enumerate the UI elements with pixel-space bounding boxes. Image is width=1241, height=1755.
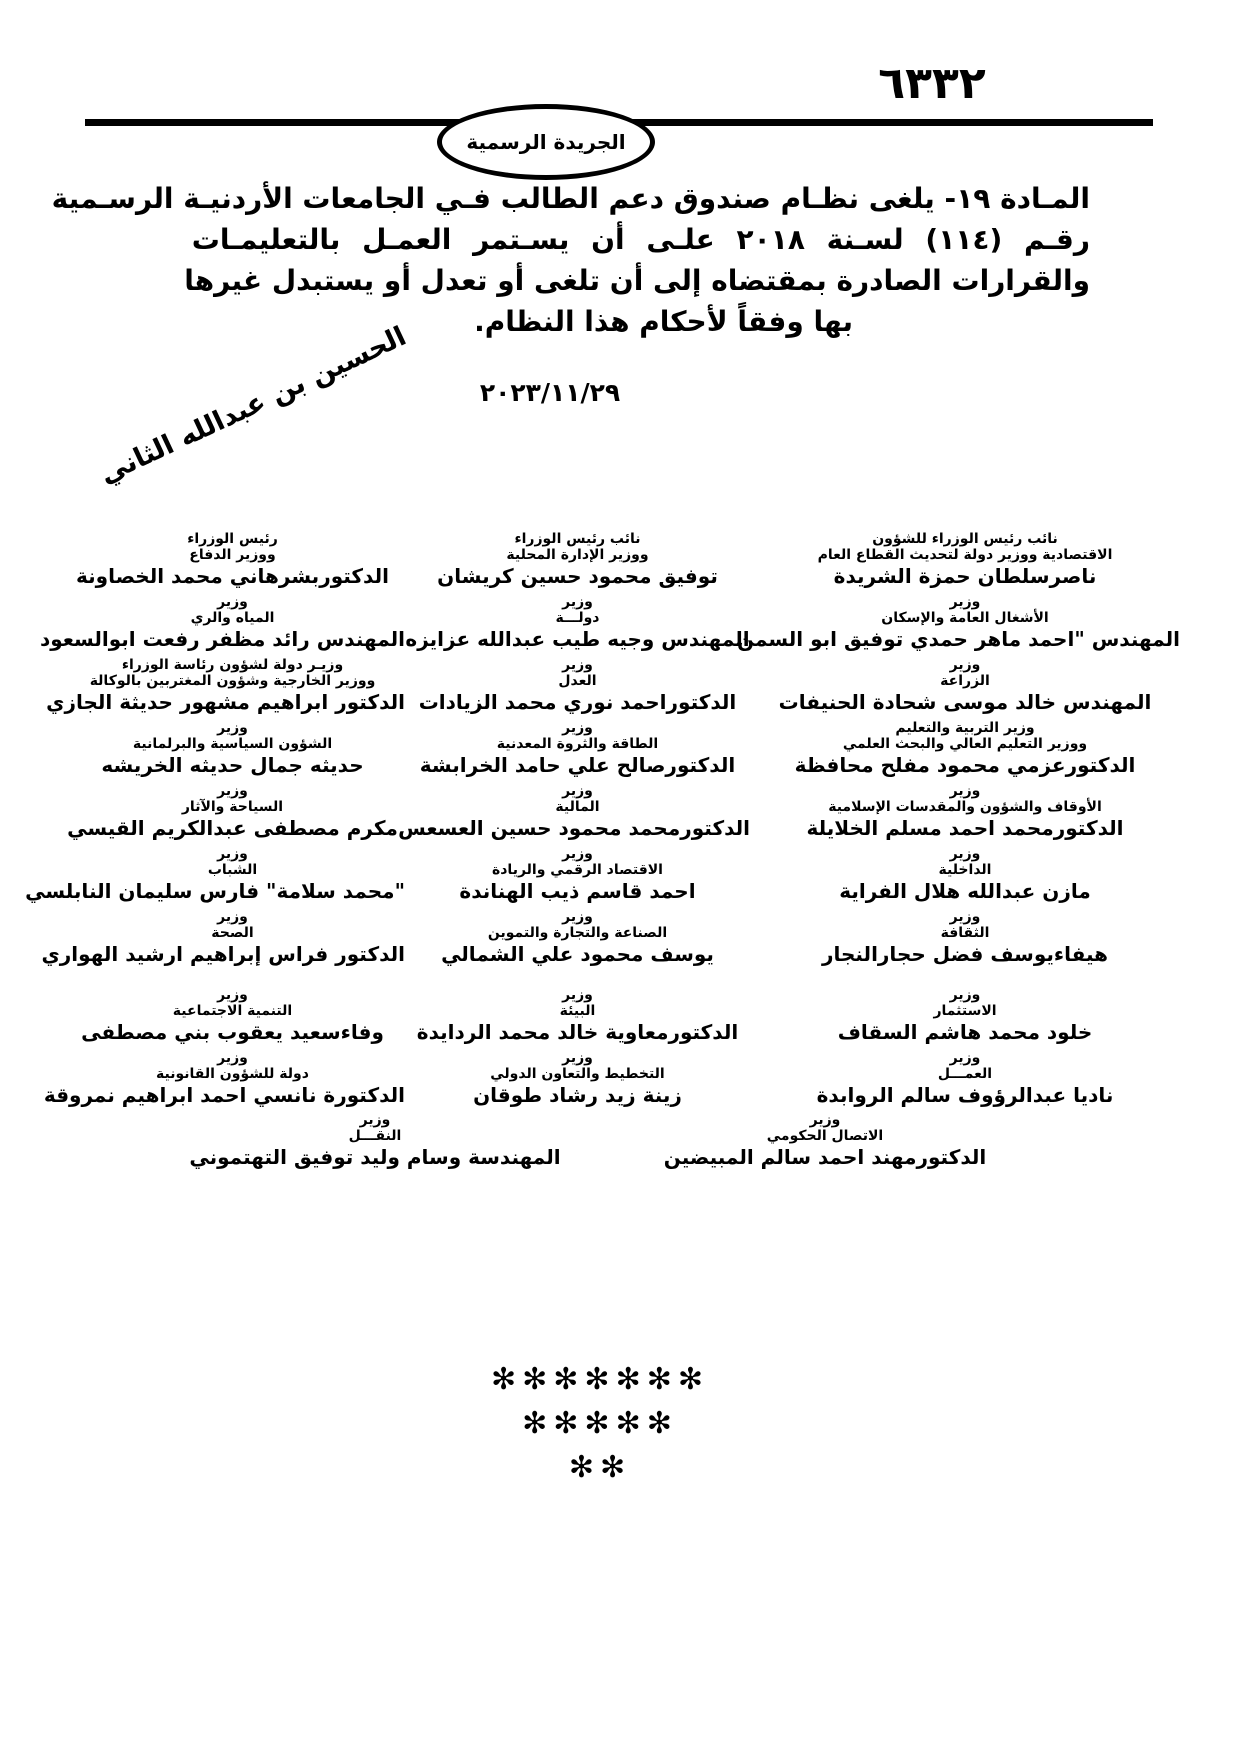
article-line: بها وفقاً لأحكام هذا النظام. [474,305,853,338]
minister-title: الزراعة [940,673,990,689]
minister-title: وزير [562,594,593,610]
minister-title: وزير [949,657,981,673]
minister-title: التنمية الاجتماعية [172,1003,293,1019]
minister-block [60,777,405,840]
minister-block [750,966,1180,1044]
minister-title: التخطيط والتعاون الدولي [490,1066,665,1082]
minister-title: وزير [949,846,981,862]
decree-date: ٢٠٢٣/١١/٢٩ [479,378,621,407]
minister-block [750,777,1180,840]
minister-title: المياه والري [190,610,275,626]
minister-block [60,714,405,777]
minister-title: نائب رئيس الوزراء [514,531,641,547]
minister-title: وزير [949,594,981,610]
minister-title: الشباب [207,862,258,878]
minister-title: وزير [949,1050,981,1066]
minister-title: الشؤون السياسية والبرلمانية [132,736,333,752]
minister-title: البيئة [559,1003,596,1019]
minister-name: "محمد سلامة" فارس سليمان النابلسي [25,879,405,903]
minister-block [737,588,1180,651]
minister-title: وزير [949,987,981,1003]
minister-name: توفيق محمود حسين كريشان [437,564,718,588]
minister-name: حديثه جمال حديثه الخريشه [101,753,364,777]
minister-name: الدكتوربشرهاني محمد الخصاونة [76,564,389,588]
minister-title: وزير [217,846,248,862]
minister-name: الدكتوراحمد نوري محمد الزيادات [418,690,737,714]
minister-block [750,1044,1180,1107]
minister-title: وزير [217,987,248,1003]
minister-title: وزير [217,909,248,925]
minister-title: دولة للشؤون القانونية [156,1066,309,1082]
minister-name: المهندس رائد مظفر رفعت ابوالسعود [39,627,405,651]
separator-line: ✻✻ [568,1450,632,1485]
minister-title: وزير [217,1050,248,1066]
minister-block [43,1044,405,1107]
minister-title: النقـــل [348,1128,402,1144]
ministers-last-row [60,1107,1180,1169]
minister-title: وزير [949,909,981,925]
minister-block [750,520,1180,588]
minister-title: وزير [562,846,593,862]
minister-name: يوسف محمود علي الشمالي [441,942,714,966]
minister-title: العمـــل [937,1066,993,1082]
minister-block [41,903,405,966]
minister-block [165,1112,585,1169]
minister-title: وزير [949,783,981,799]
minister-block [405,714,750,777]
article-line: والقرارات الصادرة بمقتضاه إلى أن تلغى أو تعدل أو يستبدل غيرها [184,264,1090,297]
minister-title: وزير [217,783,248,799]
royal-signature: الحسين بن عبدالله الثاني [95,320,411,491]
minister-block [398,777,750,840]
article-line: المـادة ١٩- يلغى نظـام صندوق دعم الطالب فـي الجامعات الأردنيـة الرسـمية [51,182,1090,215]
minister-name: الدكتورمحمد محمود حسين العسعس [398,816,750,840]
minister-name: الدكتورمحمد احمد مسلم الخلايلة [806,816,1124,840]
minister-title: الاتصال الحكومي [766,1128,884,1144]
minister-title: وزير [217,720,248,736]
minister-name: احمد قاسم ذيب الهناندة [459,879,696,903]
minister-name: مكرم مصطفى عبدالكريم القيسي [67,816,398,840]
minister-title: الأشغال العامة والإسكان [881,610,1049,626]
minister-title: الاقتصادية ووزير دولة لتحديث القطاع العام [817,547,1113,563]
minister-title: الطاقة والثروة المعدنية [496,736,659,752]
minister-name: خلود محمد هاشم السقاف [837,1020,1093,1044]
minister-title: وزير [809,1112,841,1128]
minister-block [46,651,405,714]
minister-title: ووزير الخارجية وشؤون المغتربين بالوكالة [89,673,376,689]
minister-name: الدكتورمعاوية خالد محمد الردايدة [416,1020,739,1044]
minister-name: الدكتور ابراهيم مشهور حديثة الجازي [46,690,405,714]
minister-block [750,840,1180,903]
minister-block [405,588,750,651]
minister-title: السياحة والآثار [181,799,284,815]
minister-title: الداخلية [938,862,992,878]
minister-title: وزير [562,720,593,736]
minister-block [615,1112,1035,1169]
minister-block [750,903,1180,966]
minister-name: ناصرسلطان حمزة الشريدة [833,564,1097,588]
minister-name: الدكتورة نانسي احمد ابراهيم نمروقة [43,1083,405,1107]
minister-block [405,1044,750,1107]
minister-block [39,588,405,651]
minister-title: الاستثمار [933,1003,997,1019]
minister-block [405,651,750,714]
minister-title: وزيـر دولة لشؤون رئاسة الوزراء [121,657,344,673]
minister-title: المالية [555,799,600,815]
minister-title: نائب رئيس الوزراء للشؤون [872,531,1058,547]
minister-title: ووزير الإدارة المحلية [506,547,649,563]
minister-name: المهندس وجيه طيب عبدالله عزايزه [405,627,750,651]
page-number: ٦٣٣٢ [878,58,986,109]
minister-title: رئيس الوزراء [187,531,278,547]
minister-name: زينة زيد رشاد طوقان [473,1083,682,1107]
minister-block [405,520,750,588]
minister-block [25,840,405,903]
minister-block [405,903,750,966]
minister-title: وزير [562,1050,593,1066]
minister-block [60,966,405,1044]
ministers-grid [25,520,1180,1107]
minister-block [750,651,1180,714]
end-separators [0,1358,1200,1490]
minister-title: الصناعة والتجارة والتموين [487,925,668,941]
minister-title: وزير [562,987,593,1003]
minister-name: مازن عبدالله هلال الفراية [839,879,1091,903]
minister-block [750,714,1180,777]
minister-title: وزير [562,657,593,673]
minister-name: الدكتورمهند احمد سالم المبيضين [663,1145,987,1169]
minister-title: وزير التربية والتعليم [895,720,1035,736]
minister-name: المهندسة وسام وليد توفيق التهتموني [189,1145,561,1169]
minister-title: الأوقاف والشؤون والمقدسات الإسلامية [828,799,1102,815]
minister-title: الصحة [211,925,254,941]
separator-line: ✻✻✻✻✻ [522,1406,678,1441]
separator-line: ✻✻✻✻✻✻✻ [491,1362,709,1397]
minister-name: هيفاءيوسف فضل حجارالنجار [821,942,1109,966]
minister-title: وزير [562,783,593,799]
minister-title: ووزير التعليم العالي والبحث العلمي [842,736,1088,752]
minister-title: العدل [558,673,597,689]
minister-title: ووزير الدفاع [189,547,276,563]
minister-title: الثقافة [940,925,990,941]
minister-name: الدكتور فراس إبراهيم ارشيد الهواري [41,942,405,966]
minister-block [405,840,750,903]
masthead-title: الجريدة الرسمية [466,130,626,154]
minister-block [405,966,750,1044]
minister-title: دولـــة [555,610,600,626]
minister-title: الاقتصاد الرقمي والريادة [491,862,663,878]
minister-name: الدكتورصالح علي حامد الخرابشة [419,753,736,777]
minister-title: وزير [359,1112,391,1128]
minister-block [60,520,405,588]
minister-name: الدكتورعزمي محمود مفلح محافظة [794,753,1136,777]
minister-name: وفاءسعيد يعقوب بني مصطفى [81,1020,384,1044]
minister-name: ناديا عبدالرؤوف سالم الروابدة [816,1083,1114,1107]
minister-title: وزير [217,594,248,610]
masthead-ellipse [437,104,655,180]
minister-name: المهندس خالد موسى شحادة الحنيفات [778,690,1152,714]
minister-title: وزير [562,909,593,925]
article-line: رقـم (١١٤) لسـنة ٢٠١٨ علـى أن يسـتمر العمـل بالتعليمـات [191,223,1090,256]
article-19-text [51,178,1090,342]
minister-name: المهندس "احمد ماهر حمدي توفيق ابو السمن [737,627,1180,651]
